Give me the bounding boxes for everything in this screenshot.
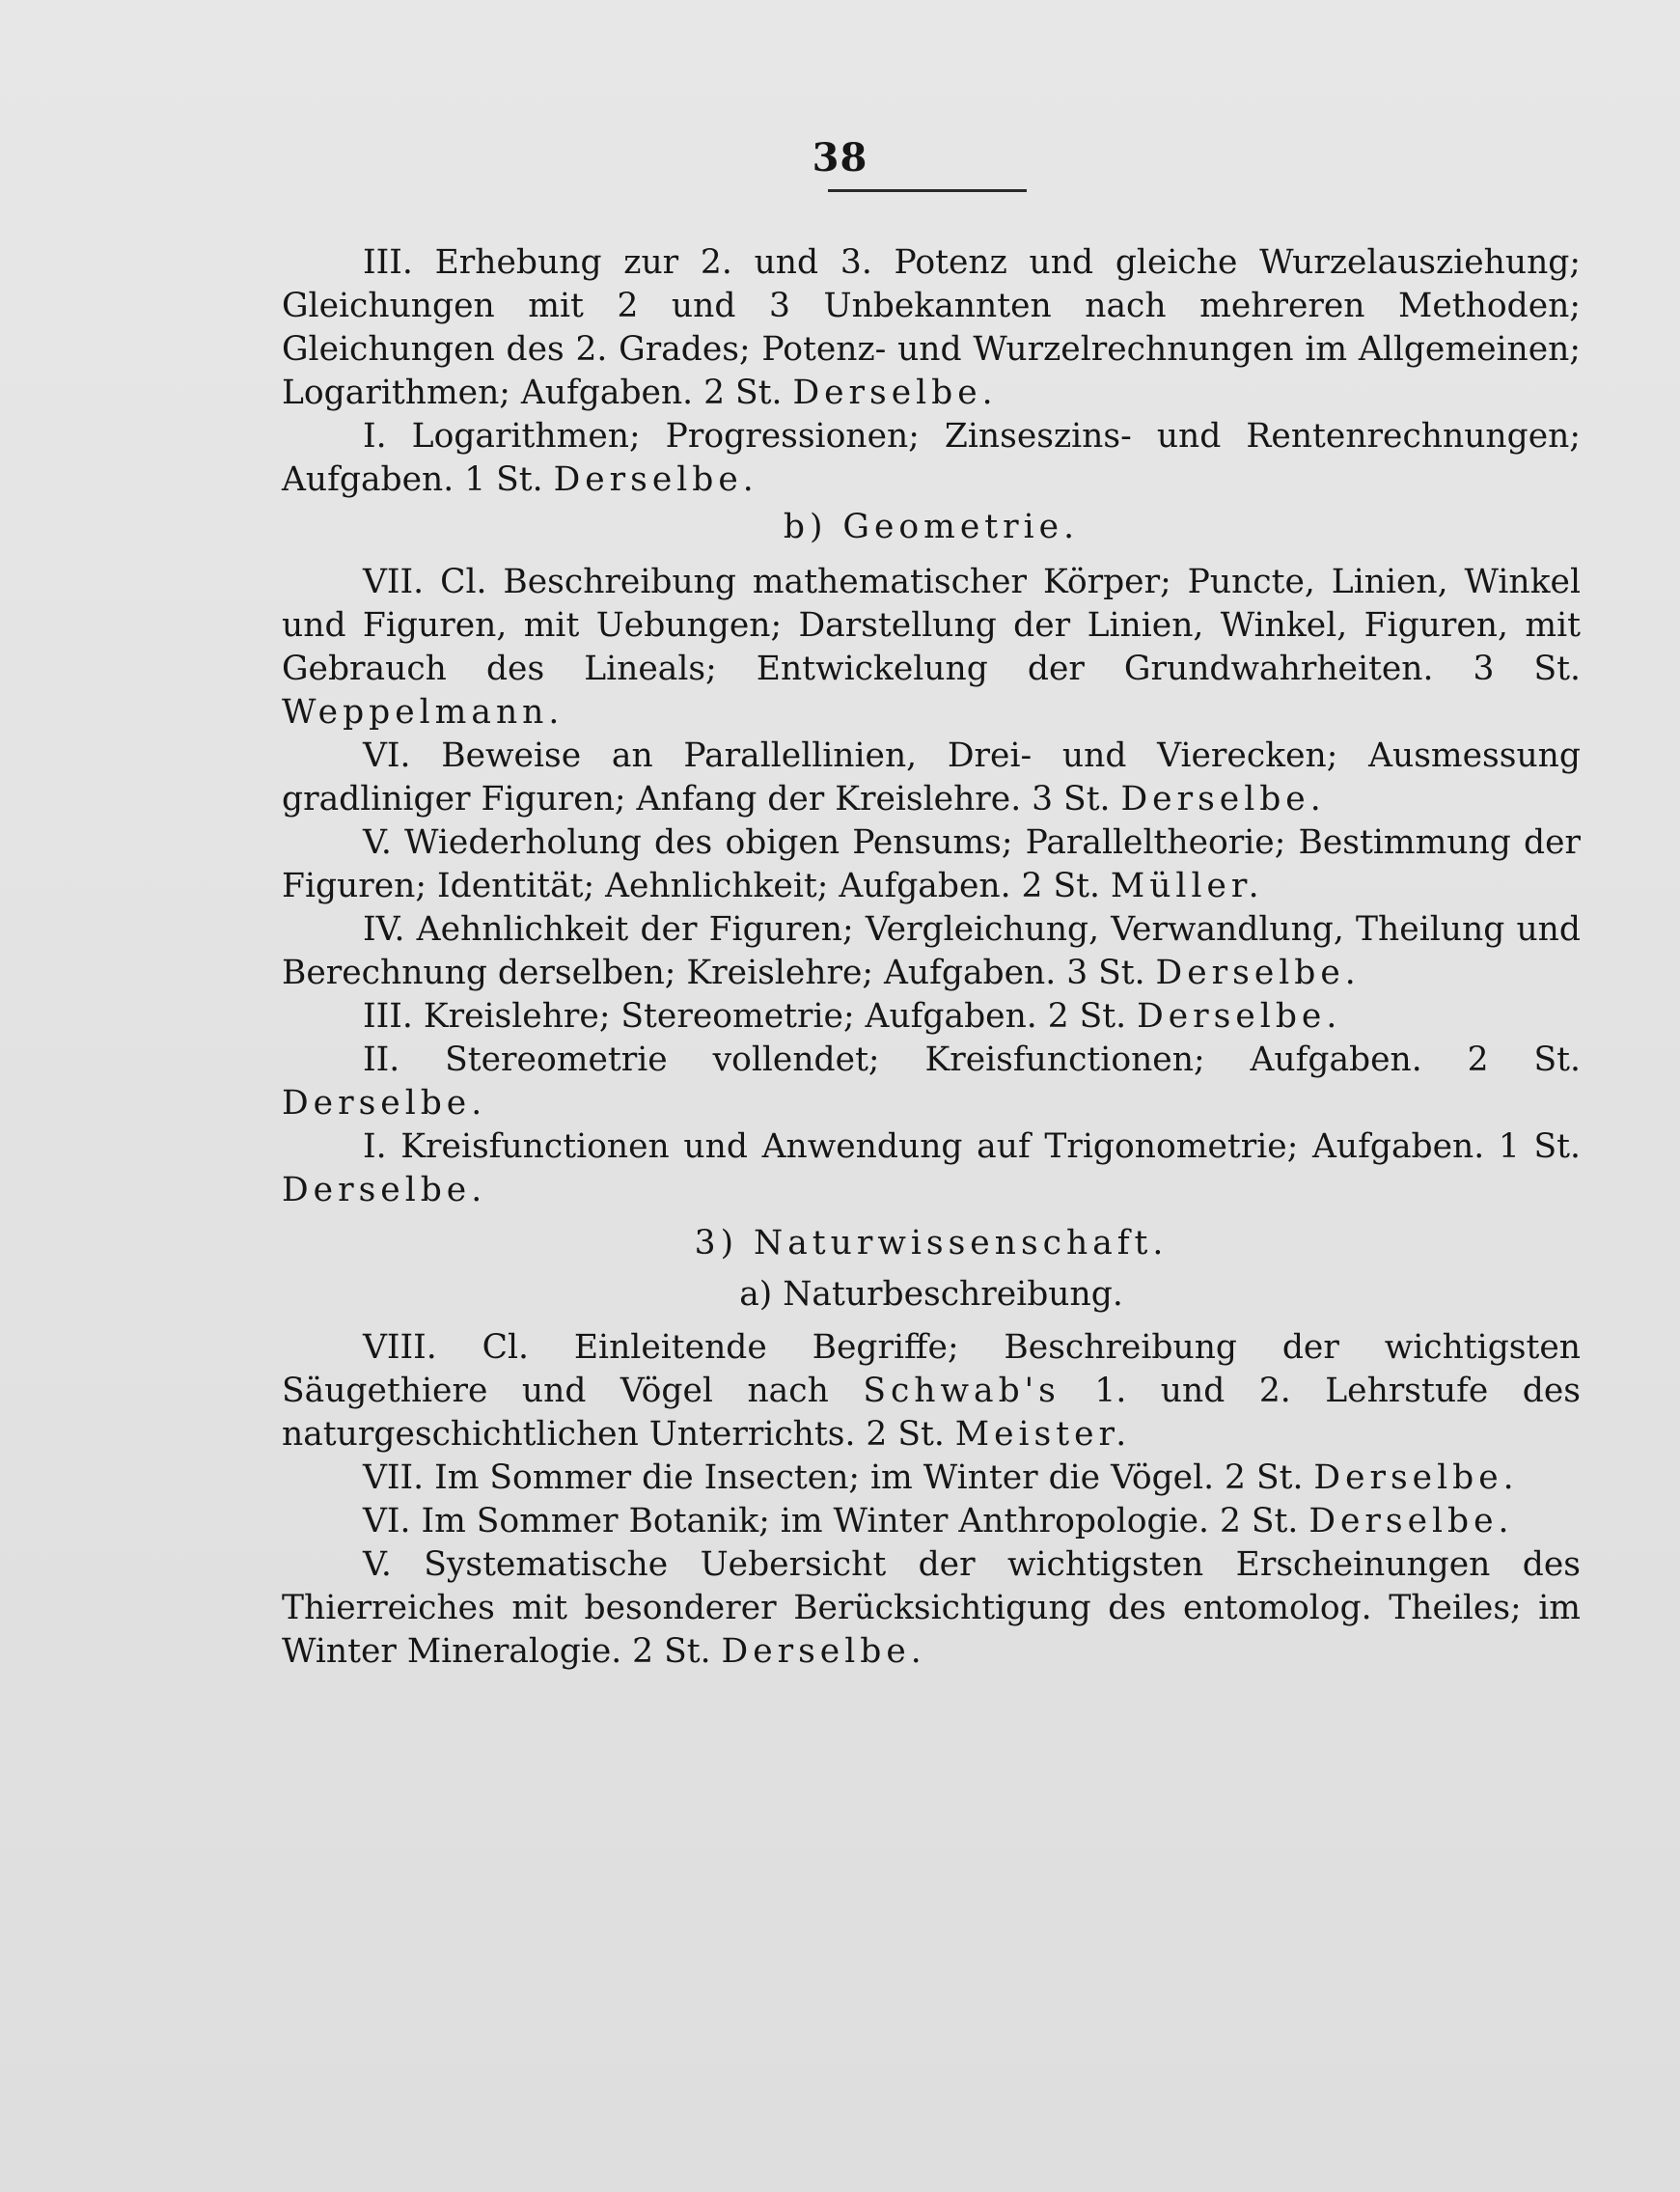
- paragraph-nature-viii: [282, 1326, 1581, 1457]
- geometry-heading: b) Geometrie.: [783, 508, 1080, 546]
- paragraph-geometry-i: [282, 1125, 1581, 1212]
- teacher-name: Meister.: [954, 1415, 1132, 1454]
- paragraph-text: V. Systematische Uebersicht der wichtigsten Erscheinungen des Thierreiches mit besonderer Berücksichtigung des entomolog. Theiles; im Winter Mineralogie. 2 St.: [282, 1545, 1581, 1671]
- paragraph-geometry-iii: [282, 995, 1581, 1039]
- header-rule: [828, 189, 1027, 192]
- paragraph-text: VII. Im Sommer die Insecten; im Winter die Vögel. 2 St.: [363, 1458, 1314, 1497]
- paragraph-text: III. Kreislehre; Stereometrie; Aufgaben. 2 St.: [363, 997, 1138, 1036]
- teacher-name: Derselbe.: [282, 1084, 487, 1123]
- teacher-name: Derselbe.: [1120, 780, 1326, 819]
- teacher-name: Derselbe.: [1155, 954, 1361, 992]
- paragraph-text: V. Wiederholung des obigen Pensums; Paralleltheorie; Bestimmung der Figuren; Identität; Aehnlichkeit; Aufgaben. 2 St.: [282, 823, 1581, 905]
- teacher-name: Derselbe.: [721, 1632, 926, 1671]
- paragraph-nature-vii: [282, 1457, 1581, 1500]
- teacher-name: Derselbe.: [1313, 1458, 1519, 1497]
- paragraph-geometry-v: [282, 821, 1581, 908]
- paragraph-text: VII. Cl. Beschreibung mathematischer Körper; Puncte, Linien, Winkel und Figuren, mit Uebungen; Darstellung der Linien, Winkel, Figuren, mit Gebrauch des Lineals; Entwickelung der Grundwahrheiten. 3 St.: [282, 563, 1581, 688]
- paragraph-text-continued: 1. und 2. Lehrstufe des naturgeschichtlichen Unterrichts. 2 St.: [282, 1372, 1581, 1454]
- paragraph-geometry-vii: [282, 561, 1581, 735]
- teacher-name: Derselbe.: [1137, 997, 1342, 1036]
- teacher-name: Weppelmann.: [282, 693, 565, 732]
- page-body: [282, 241, 1581, 1674]
- paragraph-text: I. Logarithmen; Progressionen; Zinseszins- und Rentenrechnungen; Aufgaben. 1 St.: [282, 417, 1581, 499]
- paragraph-algebra-i: [282, 415, 1581, 502]
- teacher-name: Müller.: [1110, 867, 1264, 905]
- paragraph-text: III. Erhebung zur 2. und 3. Potenz und gleiche Wurzelausziehung; Gleichungen mit 2 und 3 Unbekannten nach mehreren Methoden; Gleichungen des 2. Grades; Potenz- und Wurzelrechnungen im Allgemeinen; Logarithmen; Aufgaben. 2 St.: [282, 243, 1581, 412]
- teacher-name: Derselbe.: [792, 374, 998, 412]
- section-heading-naturwissenschaft: 3) Naturwissenschaft.: [694, 1224, 1169, 1262]
- paragraph-text: I. Kreisfunctionen und Anwendung auf Trigonometrie; Aufgaben. 1 St.: [363, 1127, 1581, 1166]
- teacher-name: Derselbe.: [553, 460, 758, 499]
- page-number: 38: [812, 135, 868, 180]
- teacher-name: Derselbe.: [282, 1171, 487, 1209]
- paragraph-text: VIII. Cl. Einleitende Begriffe; Beschreibung der wichtigsten Säugethiere und Vögel nach: [282, 1328, 1581, 1410]
- paragraph-text: IV. Aehnlichkeit der Figuren; Vergleichung, Verwandlung, Theilung und Berechnung derselben; Kreislehre; Aufgaben. 3 St.: [282, 910, 1581, 992]
- paragraph-nature-v: [282, 1543, 1581, 1674]
- paragraph-text: II. Stereometrie vollendet; Kreisfunctionen; Aufgaben. 2 St.: [363, 1041, 1581, 1079]
- teacher-name: Derselbe.: [1308, 1502, 1514, 1540]
- paragraph-text: VI. Beweise an Parallellinien, Drei- und Vierecken; Ausmessung gradliniger Figuren; Anfang der Kreislehre. 3 St.: [282, 736, 1581, 819]
- paragraph-geometry-vi: [282, 735, 1581, 821]
- paragraph-algebra-iii: [282, 241, 1581, 415]
- paragraph-geometry-ii: [282, 1039, 1581, 1125]
- paragraph-nature-vi: [282, 1500, 1581, 1543]
- paragraph-geometry-iv: [282, 908, 1581, 995]
- paragraph-text: VI. Im Sommer Botanik; im Winter Anthropologie. 2 St.: [363, 1502, 1309, 1540]
- subheading-naturbeschreibung: a) Naturbeschreibung.: [739, 1275, 1123, 1314]
- author-name: Schwab's: [863, 1372, 1060, 1410]
